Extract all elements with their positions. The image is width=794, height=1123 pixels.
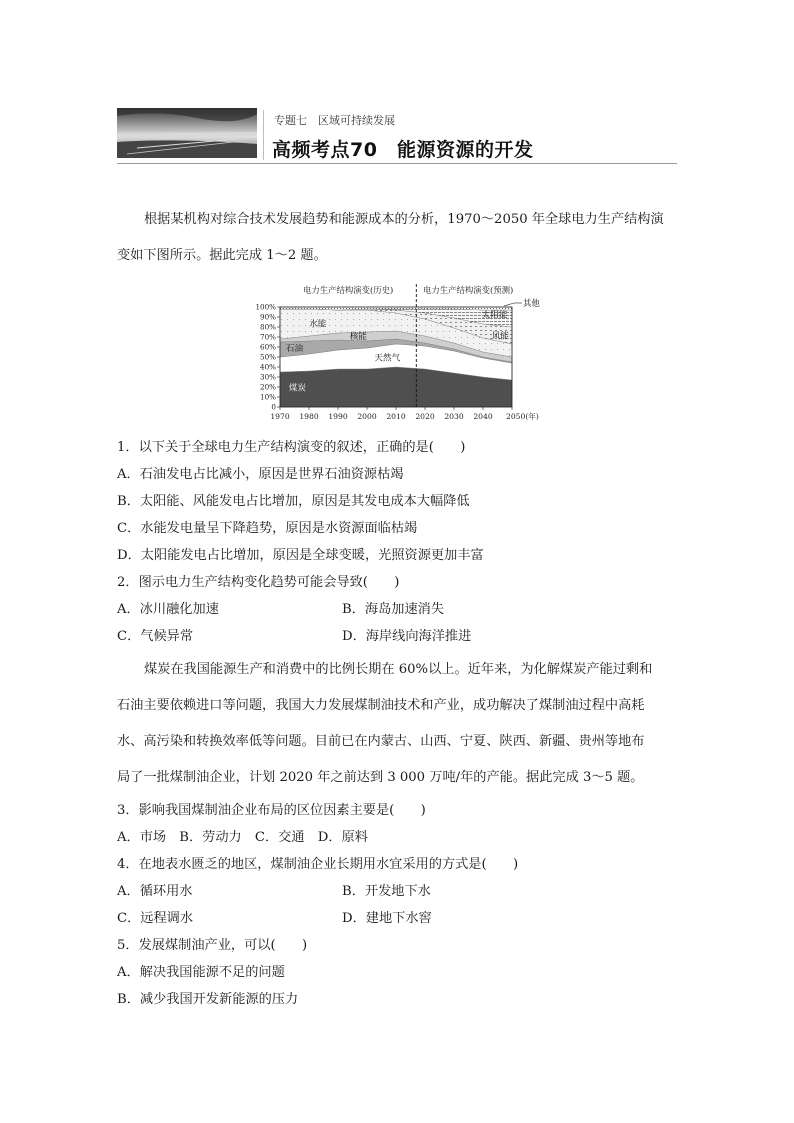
x-tick-label: 1990 xyxy=(328,412,348,421)
other-leader-line xyxy=(504,303,514,306)
x-tick-label: 1980 xyxy=(299,412,319,421)
header-photo xyxy=(117,108,257,158)
page-title: 高频考点70 能源资源的开发 xyxy=(272,139,534,161)
q2-options-row-1 xyxy=(117,596,677,623)
power-structure-chart xyxy=(250,281,550,427)
y-tick-label: 30% xyxy=(260,372,276,382)
q5-stem: 5．发展煤制油产业，可以( ) xyxy=(117,938,308,953)
y-tick-label: 80% xyxy=(260,322,276,332)
x-tick-label: 2050(年) xyxy=(506,412,539,421)
series-label-other: 其他 xyxy=(523,298,540,308)
header-rule xyxy=(117,163,677,164)
q4-option-b: B．开发地下水 xyxy=(342,884,431,899)
series-label-nuclear: 核能 xyxy=(349,332,367,343)
intro2-line-2: 石油主要依赖进口等问题，我国大力发展煤制油技术和产业，成功解决了煤制油过程中高耗 xyxy=(117,698,645,713)
y-tick-label: 70% xyxy=(260,332,276,342)
x-tick-label: 2040 xyxy=(473,412,493,421)
page-header xyxy=(117,108,677,164)
intro1-line-1: 根据某机构对综合技术发展趋势和能源成本的分析，1970～2050 年全球电力生产结构演 xyxy=(144,212,664,227)
y-tick-label: 50% xyxy=(260,352,276,362)
series-label-coal: 煤炭 xyxy=(288,383,307,394)
question-3-5-block xyxy=(117,797,677,1013)
series-label-natural-gas: 天然气 xyxy=(374,353,401,364)
q4-options-row-1 xyxy=(117,878,677,905)
intro1-line-2: 变如下图所示。据此完成 1～2 题。 xyxy=(117,248,327,263)
q1-option-a: A．石油发电占比减小，原因是世界石油资源枯竭 xyxy=(117,467,404,482)
q4-option-c: C．远程调水 xyxy=(117,911,194,926)
y-tick-label: 10% xyxy=(260,392,276,402)
q2-option-a: A．冰川融化加速 xyxy=(117,602,219,617)
q1-stem: 1．以下关于全球电力生产结构演变的叙述，正确的是( ) xyxy=(117,440,466,455)
x-tick-label: 1970 xyxy=(270,412,290,421)
series-label-solar: 太阳能 xyxy=(481,310,508,321)
y-tick-label: 20% xyxy=(260,382,276,392)
question-1-2-block xyxy=(117,434,677,650)
q1-option-c: C．水能发电量呈下降趋势，原因是水资源面临枯竭 xyxy=(117,521,418,536)
q4-stem: 4．在地表水匮乏的地区，煤制油企业长期用水宜采用的方式是( ) xyxy=(117,857,519,872)
y-tick-label: 60% xyxy=(260,342,276,352)
q1-option-d: D．太阳能发电占比增加，原因是全球变暖，光照资源更加丰富 xyxy=(117,548,484,563)
intro2-line-4: 局了一批煤制油企业，计划 2020 年之前达到 3 000 万吨/年的产能。据此完成 3～5 题。 xyxy=(117,770,644,785)
intro-paragraph-1 xyxy=(117,202,679,274)
q4-options-row-2 xyxy=(117,905,677,932)
intro2-line-3: 水、高污染和转换效率低等问题。目前已在内蒙古、山西、宁夏、陕西、新疆、贵州等地布 xyxy=(117,734,645,749)
y-tick-label: 40% xyxy=(260,362,276,372)
intro-paragraph-2 xyxy=(117,652,679,796)
q3-options: A．市场 B．劳动力 C．交通 D．原料 xyxy=(117,830,368,845)
chart-svg xyxy=(250,281,550,427)
q2-stem: 2．图示电力生产结构变化趋势可能会导致( ) xyxy=(117,575,400,590)
y-tick-label: 90% xyxy=(260,312,276,322)
q2-options-row-2 xyxy=(117,623,677,650)
y-tick-label: 100% xyxy=(255,302,276,312)
q5-option-a: A．解决我国能源不足的问题 xyxy=(117,965,285,980)
x-tick-label: 2030 xyxy=(444,412,464,421)
series-label-hydro: 水能 xyxy=(309,319,327,330)
x-tick-label: 2010 xyxy=(386,412,406,421)
q4-option-d: D．建地下水窖 xyxy=(342,911,432,926)
q3-stem: 3．影响我国煤制油企业布局的区位因素主要是( ) xyxy=(117,803,426,818)
x-tick-label: 2020 xyxy=(415,412,435,421)
q4-option-a: A．循环用水 xyxy=(117,884,193,899)
q2-option-c: C．气候异常 xyxy=(117,629,194,644)
intro2-line-1: 煤炭在我国能源生产和消费中的比例长期在 60%以上。近年来，为化解煤炭产能过剩和 xyxy=(144,662,653,677)
chart-title-history: 电力生产结构演变(历史) xyxy=(303,285,394,295)
q2-option-d: D．海岸线向海洋推进 xyxy=(342,629,472,644)
topic-subtitle: 专题七 区域可持续发展 xyxy=(274,114,395,127)
series-label-wind: 风能 xyxy=(491,331,510,342)
q1-option-b: B．太阳能、风能发电占比增加，原因是其发电成本大幅降低 xyxy=(117,494,470,509)
chart-title-forecast: 电力生产结构演变(预测) xyxy=(423,285,514,295)
series-label-oil: 石油 xyxy=(285,343,304,354)
q5-option-b: B．减少我国开发新能源的压力 xyxy=(117,992,299,1007)
q2-option-b: B．海岛加速消失 xyxy=(342,602,445,617)
y-tick-label: 0 xyxy=(271,402,276,412)
x-tick-label: 2000 xyxy=(357,412,377,421)
header-divider xyxy=(263,110,264,160)
